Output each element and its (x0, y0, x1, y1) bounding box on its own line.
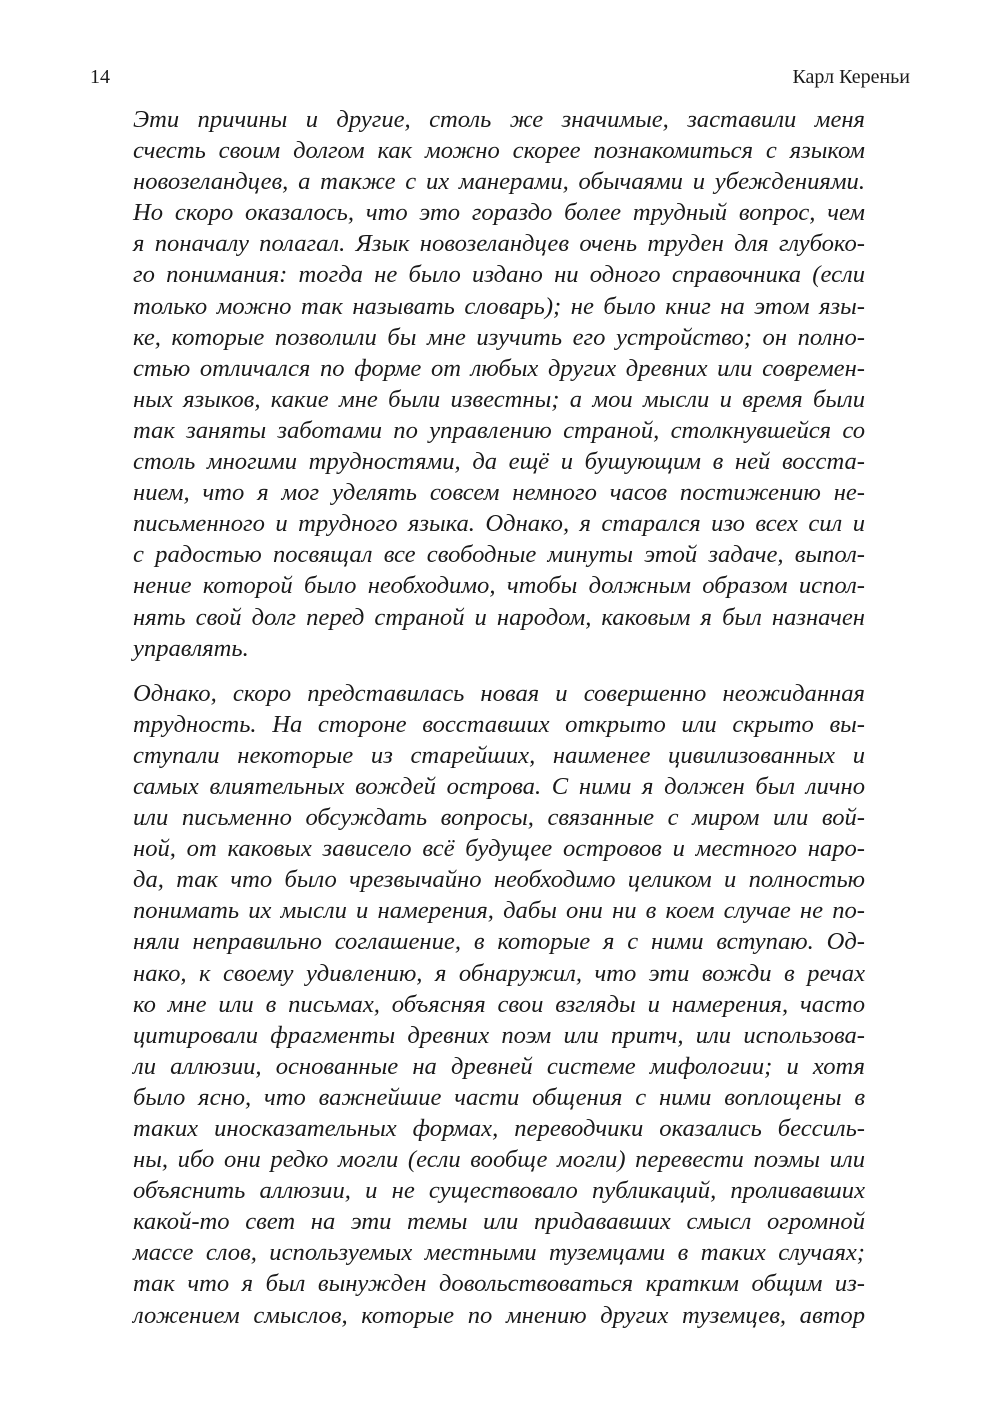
paragraph-2 (133, 678, 865, 1331)
text-line: массе слов, используемых местными туземцами в таких случаях; (133, 1239, 865, 1267)
text-line: ступали некоторые из старейших, наименее цивилизованных и (133, 741, 865, 769)
text-line: так что я был вынужден довольствоваться кратким общим из- (133, 1270, 865, 1298)
text-line: стью отличался по форме от любых других древних или современ- (133, 354, 865, 382)
text-line: счесть своим долгом как можно скорее познакомиться с языком (133, 137, 865, 165)
text-line: ложением смыслов, которые по мнению других туземцев, автор (133, 1301, 865, 1329)
text-line: объяснить аллюзии, и не существовало публикаций, проливавших (133, 1177, 865, 1205)
text-line: да, так что было чрезвычайно необходимо целиком и полностью (133, 866, 865, 894)
text-line: Но скоро оказалось, что это гораздо более трудный вопрос, чем (133, 199, 865, 227)
text-line: было ясно, что важнейшие части общения с ними воплощены в (133, 1083, 865, 1111)
text-line: управлять. (133, 634, 249, 662)
text-line: самых влиятельных вождей острова. С ними я должен был лично (133, 772, 865, 800)
text-line: ли аллюзии, основанные на древней системе мифологии; и хотя (133, 1052, 865, 1080)
text-line: трудность. На стороне восставших открыто или скрыто вы- (133, 710, 865, 738)
text-line: нако, к своему удивлению, я обнаружил, что эти вожди в речах (133, 959, 865, 987)
text-line: ных языков, какие мне были известны; а мои мысли и время были (133, 385, 865, 413)
paragraph-1 (133, 104, 865, 664)
text-line: нять свой долг перед страной и народом, каковым я был назначен (133, 603, 865, 631)
text-line: таких иносказательных формах, переводчики оказались бессиль- (133, 1115, 865, 1142)
text-line: новозеландцев, а также с их манерами, обычаями и убеждениями. (133, 168, 865, 196)
text-line: ной, от каковых зависело всё будущее островов и местного наро- (133, 835, 865, 863)
text-line: столь многими трудностями, да ещё и бушующим в ней восста- (133, 448, 865, 476)
body-text (133, 104, 865, 1345)
running-header (90, 66, 910, 96)
text-line: только можно так называть словарь); не было книг на этом язы- (133, 292, 865, 320)
text-line: какой-то свет на эти темы или придававших смысл огромной (133, 1208, 865, 1236)
text-line: цитировали фрагменты древних поэм или притч, или использова- (133, 1021, 865, 1049)
text-line: письменного и трудного языка. Однако, я старался изо всех сил и (133, 510, 865, 538)
text-line: Эти причины и другие, столь же значимые, заставили меня (133, 106, 865, 133)
text-line: я поначалу полагал. Язык новозеландцев очень труден для глубоко- (133, 230, 865, 258)
text-line: Однако, скоро представилась новая и совершенно неожиданная (133, 679, 865, 707)
text-line: ке, которые позволили бы мне изучить его устройство; он полно- (133, 323, 865, 351)
text-line: нение которой было необходимо, чтобы должным образом испол- (133, 572, 865, 600)
text-line: няли неправильно соглашение, в которые я с ними вступаю. Од- (133, 928, 865, 956)
text-line: ко мне или в письмах, объясняя свои взгляды и намерения, часто (133, 990, 865, 1018)
text-line: так заняты заботами по управлению страной, столкнувшейся со (133, 416, 865, 444)
text-line: с радостью посвящал все свободные минуты этой задаче, выпол- (133, 541, 865, 569)
text-line: нием, что я мог уделять совсем немного часов постижению не- (133, 479, 865, 507)
text-line: ны, ибо они редко могли (если вообще могли) перевести поэмы или (133, 1146, 865, 1174)
page-number: 14 (90, 66, 110, 88)
running-header-author: Карл Кереньи (792, 66, 910, 88)
text-line: го понимания: тогда не было издано ни одного справочника (если (133, 261, 865, 289)
text-line: или письменно обсуждать вопросы, связанные с миром или вой- (133, 804, 865, 832)
text-line: понимать их мысли и намерения, дабы они ни в коем случае не по- (133, 897, 865, 925)
